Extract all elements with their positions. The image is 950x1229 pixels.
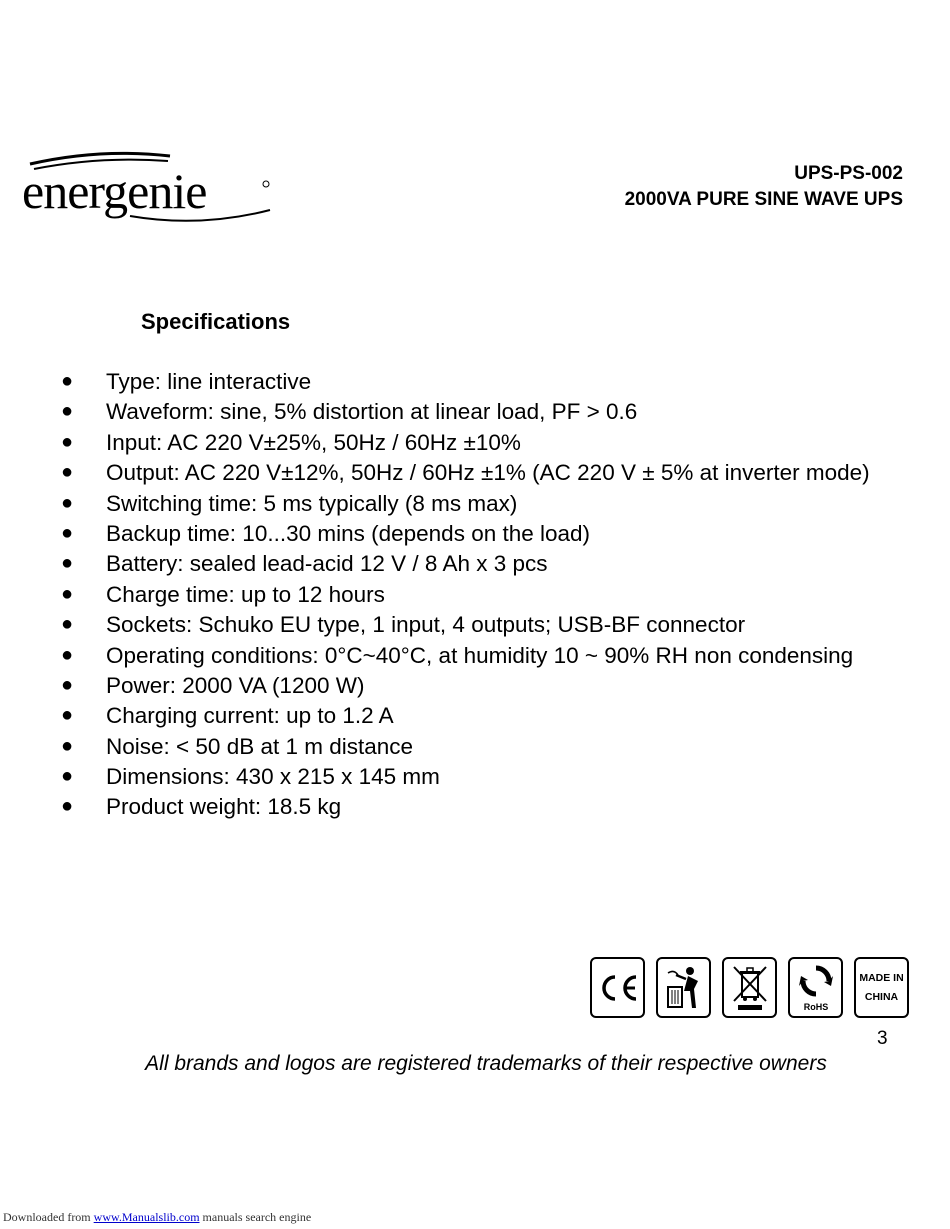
spec-item: ● Power: 2000 VA (1200 W)	[61, 672, 365, 698]
footer-prefix: Downloaded from	[3, 1210, 91, 1224]
specifications-list	[60, 367, 900, 823]
bullet-icon: ●	[61, 521, 74, 544]
rohs-icon	[788, 957, 843, 1018]
spec-item: ● Sockets: Schuko EU type, 1 input, 4 outputs; USB-BF connector	[61, 612, 746, 638]
bullet-icon: ●	[61, 765, 74, 788]
energenie-logo	[20, 150, 275, 230]
bullet-icon: ●	[61, 430, 74, 453]
spec-item: ● Waveform: sine, 5% distortion at linear load, PF > 0.6	[61, 399, 638, 425]
spec-item: ● Product weight: 18.5 kg	[61, 794, 342, 820]
weee-crossed-bin-icon	[722, 957, 777, 1018]
product-name: 2000VA PURE SINE WAVE UPS	[624, 189, 903, 210]
bullet-icon: ●	[61, 673, 74, 696]
bullet-icon: ●	[61, 704, 74, 727]
made-in-china-icon	[854, 957, 909, 1018]
model-number: UPS-PS-002	[794, 163, 903, 184]
footer-suffix: manuals search engine	[202, 1210, 312, 1224]
bullet-icon: ●	[61, 552, 74, 575]
bullet-icon: ●	[61, 461, 74, 484]
product-header	[625, 161, 903, 213]
spec-item: ● Switching time: 5 ms typically (8 ms max)	[61, 490, 518, 516]
spec-item: ● Operating conditions: 0°C~40°C, at humidity 10 ~ 90% RH non condensing	[61, 642, 854, 668]
svg-text:RoHS: RoHS	[803, 1001, 828, 1012]
spec-item: ● Dimensions: 430 x 215 x 145 mm	[61, 764, 440, 790]
bullet-icon: ●	[61, 370, 74, 392]
page-number: 3	[877, 1028, 888, 1049]
spec-item: ● Backup time: 10...30 mins (depends on the load)	[61, 520, 591, 546]
bullet-icon: ●	[61, 643, 74, 666]
certification-marks	[590, 957, 909, 1018]
spec-item: ● Battery: sealed lead-acid 12 V / 8 Ah x 3 pcs	[61, 551, 548, 577]
bullet-icon: ●	[61, 491, 74, 514]
spec-item: ● Noise: < 50 dB at 1 m distance	[61, 733, 414, 759]
bullet-icon: ●	[61, 613, 74, 636]
spec-item: ● Type: line interactive	[61, 369, 312, 394]
bullet-icon: ●	[61, 582, 74, 605]
bullet-icon: ●	[61, 734, 74, 757]
china-label: CHINA	[864, 990, 899, 1003]
made-in-label: MADE IN	[859, 971, 904, 984]
spec-item: ● Output: AC 220 V±12%, 50Hz / 60Hz ±1% (AC 220 V ± 5% at inverter mode)	[61, 460, 870, 486]
trademark-notice: All brands and logos are registered trademarks of their respective owners	[145, 1052, 827, 1075]
download-footer	[3, 1210, 311, 1225]
tidy-man-icon	[656, 957, 711, 1018]
svg-text:energenie: energenie	[22, 163, 207, 219]
spec-item: ● Charging current: up to 1.2 A	[61, 703, 394, 729]
manualslib-link[interactable]: www.Manualslib.com	[93, 1210, 200, 1224]
spec-item: ● Charge time: up to 12 hours	[61, 581, 385, 607]
spec-item: ● Input: AC 220 V±25%, 50Hz / 60Hz ±10%	[61, 429, 521, 455]
bullet-icon: ●	[61, 400, 74, 423]
ce-mark-icon	[590, 957, 645, 1018]
bullet-icon: ●	[61, 795, 74, 818]
specifications-title: Specifications	[141, 309, 291, 334]
